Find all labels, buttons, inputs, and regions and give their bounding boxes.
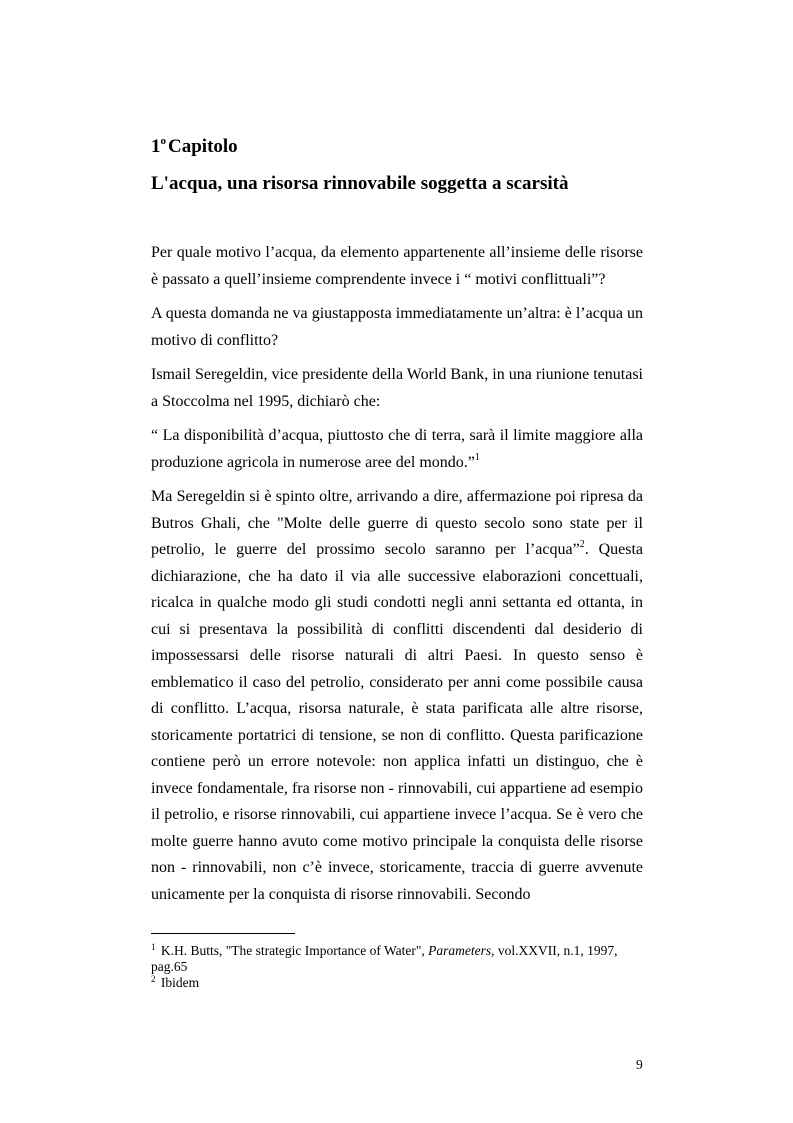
footnotes (151, 943, 631, 991)
footnote-1-journal: Parameters, (428, 943, 495, 958)
footnote-ref-1: 1 (474, 451, 480, 463)
paragraph-3: Ismail Seregeldin, vice presidente della World Bank, in una riunione tenutasi a Stoccolma nel 1995, dichiarò che: (151, 366, 643, 410)
footnote-2 (151, 975, 631, 991)
body-text (151, 240, 643, 916)
chapter-title: L'acqua, una risorsa rinnovabile soggetta a scarsità (151, 173, 569, 194)
footnote-1-number: 1 (151, 942, 156, 952)
paragraph-4 (151, 423, 643, 476)
footnote-1-text-b: vol.XXVII, n.1, 1997, pag.65 (151, 943, 618, 974)
chapter-word: Capitolo (168, 136, 238, 157)
footnote-2-text: Ibidem (157, 975, 200, 990)
chapter-ordinal: o (160, 135, 166, 147)
paragraph-5 (151, 484, 643, 908)
footnote-2-number: 2 (151, 974, 156, 984)
chapter-number: 1 (151, 136, 161, 157)
footnote-divider (151, 933, 295, 934)
paragraph-5-text-a: Ma Seregeldin si è spinto oltre, arrivando a dire, affermazione poi ripresa da Butros Ghali, che "Molte delle guerre di questo secolo sono state per il petrolio, le guerre del prossimo secolo saranno per l’acqua” (151, 488, 643, 558)
paragraph-1: Per quale motivo l’acqua, da elemento appartenente all’insieme delle risorse è passato a quell’insieme comprendente invece i “ motivi conflittuali”? (151, 244, 643, 288)
paragraph-2: A questa domanda ne va giustapposta immediatamente un’altra: è l’acqua un motivo di conflitto? (151, 305, 643, 349)
footnote-1-text-a: K.H. Butts, "The strategic Importance of Water", (157, 943, 429, 958)
footnote-ref-2: 2 (579, 539, 585, 550)
chapter-heading (151, 135, 238, 159)
page-number: 9 (636, 1057, 643, 1072)
footnote-1 (151, 943, 631, 975)
paragraph-5-text-b: . Questa dichiarazione, che ha dato il via alle successive elaborazioni concettuali, ricalca in qualche modo gli studi condotti negli anni settanta ed ottanta, in cui si presentava la possibilità di conflitti discendenti dal desiderio di impossessarsi delle risorse naturali di altri Paesi. In questo senso è emblematico il caso del petrolio, considerato per anni come possibile causa di conflitto. L’acqua, risorsa naturale, è stata parificata alle altre risorse, storicamente portatrici di tensione, se non di conflitto. Questa parificazione contiene però un errore notevole: non applica infatti un distinguo, che è invece fondamentale, fra risorse non - rinnovabili, cui appartiene ad esempio il petrolio, e risorse rinnovabili, cui appartiene invece l’acqua. Se è vero che molte guerre hanno avuto come motivo principale la conquista delle risorse non - rinnovabili, non c’è invece, storicamente, traccia di guerre avvenute unicamente per la conquista di risorse rinnovabili. Secondo (151, 541, 643, 903)
paragraph-4-text: “ La disponibilità d’acqua, piuttosto che di terra, sarà il limite maggiore alla produzione agricola in numerose aree del mondo.” (151, 427, 643, 471)
